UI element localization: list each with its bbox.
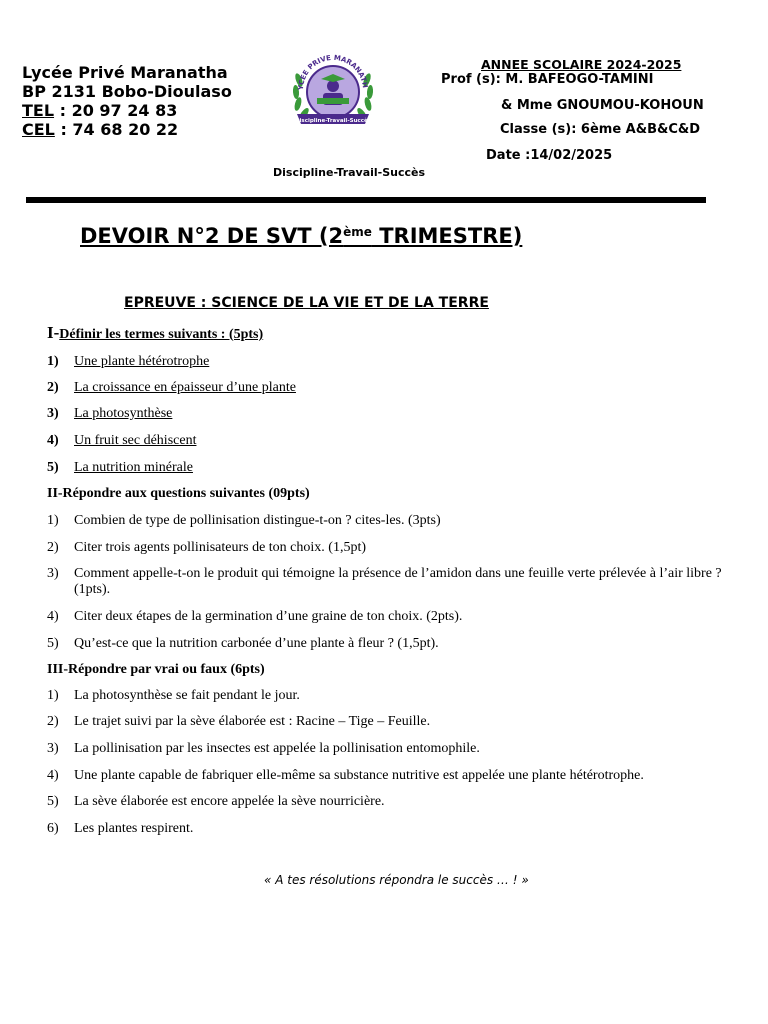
school-motto: Discipline-Travail-Succès: [273, 166, 426, 179]
tel-label: TEL: [22, 101, 55, 120]
school-name: Lycée Privé Maranatha: [22, 63, 228, 82]
list-item: 2) Citer trois agents pollinisateurs de ton choix. (1,5pt): [47, 540, 367, 555]
list-item: 5) La sève élaborée est encore appelée la sève nourricière.: [47, 794, 385, 809]
school-logo: [285, 40, 381, 136]
list-item: 4) Une plante capable de fabriquer elle-même sa substance nutritive est appelée une plante hétérotrophe.: [47, 768, 644, 783]
list-item: 4) Un fruit sec déhiscent: [47, 433, 197, 448]
section-1-title: Définir les termes suivants : (5pts): [59, 327, 264, 342]
list-item: 3) Comment appelle-t-on le produit qui témoigne la présence de l’amidon dans une feuille verte prélevée à l’air libre ? (1pts).: [47, 566, 722, 597]
class-info: Classe (s): 6ème A&B&C&D: [500, 122, 700, 137]
svg-text:LYCEE PRIVE MARANATHA: YCEE PRIVE MARANATH: [296, 53, 370, 91]
list-item: 4) Citer deux étapes de la germination d’une graine de ton choix. (2pts).: [47, 609, 463, 624]
list-item: 5) La nutrition minérale: [47, 460, 193, 475]
exam-title: [80, 224, 522, 248]
epreuve-subtitle: EPREUVE : SCIENCE DE LA VIE ET DE LA TERRE: [124, 295, 489, 311]
school-tel: [22, 101, 232, 120]
title-suffix: TRIMESTRE): [371, 224, 523, 248]
school-address: BP 2131 Bobo-Dioulaso: [22, 82, 232, 101]
list-item: 1) La photosynthèse se fait pendant le jour.: [47, 688, 300, 703]
list-item: 2) Le trajet suivi par la sève élaborée est : Racine – Tige – Feuille.: [47, 714, 431, 729]
cel-label: CEL: [22, 120, 55, 139]
school-crest-icon: [285, 40, 381, 136]
title-prefix: DEVOIR N°2 DE SVT (2: [80, 224, 344, 248]
header-divider: [26, 197, 706, 203]
section-2-heading: II-Répondre aux questions suivantes (09pts): [47, 486, 310, 501]
school-info: [22, 63, 232, 139]
list-item: 3) La photosynthèse: [47, 406, 173, 421]
list-item: 3) La pollinisation par les insectes est appelée la pollinisation entomophile.: [47, 741, 480, 756]
cel-value: : 74 68 20 22: [54, 120, 179, 139]
exam-date: Date :14/02/2025: [486, 148, 613, 163]
list-item: 5) Qu’est-ce que la nutrition carbonée d’une plante à fleur ? (1,5pt).: [47, 636, 439, 651]
section-1-heading: [47, 323, 263, 343]
teacher-2: & Mme GNOUMOU-KOHOUN: [501, 98, 704, 113]
section-3-heading: III-Répondre par vrai ou faux (6pts): [47, 662, 265, 677]
tel-value: : 20 97 24 83: [54, 101, 178, 120]
footer-quote: « A tes résolutions répondra le succès … ! »: [264, 873, 529, 887]
list-item: 1) Combien de type de pollinisation distingue-t-on ? cites-les. (3pts): [47, 513, 441, 528]
list-item: 1) Une plante hétérotrophe: [47, 354, 210, 369]
title-superscript: ème: [343, 225, 372, 239]
teacher-1: Prof (s): M. BAFEOGO-TAMINI: [441, 72, 654, 87]
list-item: 6) Les plantes respirent.: [47, 821, 194, 836]
list-item: 2) La croissance en épaisseur d’une plante: [47, 380, 296, 395]
school-year: ANNEE SCOLAIRE 2024-2025: [481, 57, 682, 72]
svg-text:Discipline-Travail-Succès: Discipline-Travail-Succès: [294, 118, 372, 124]
school-cel: [22, 120, 232, 139]
section-1-roman: I-: [47, 323, 60, 342]
